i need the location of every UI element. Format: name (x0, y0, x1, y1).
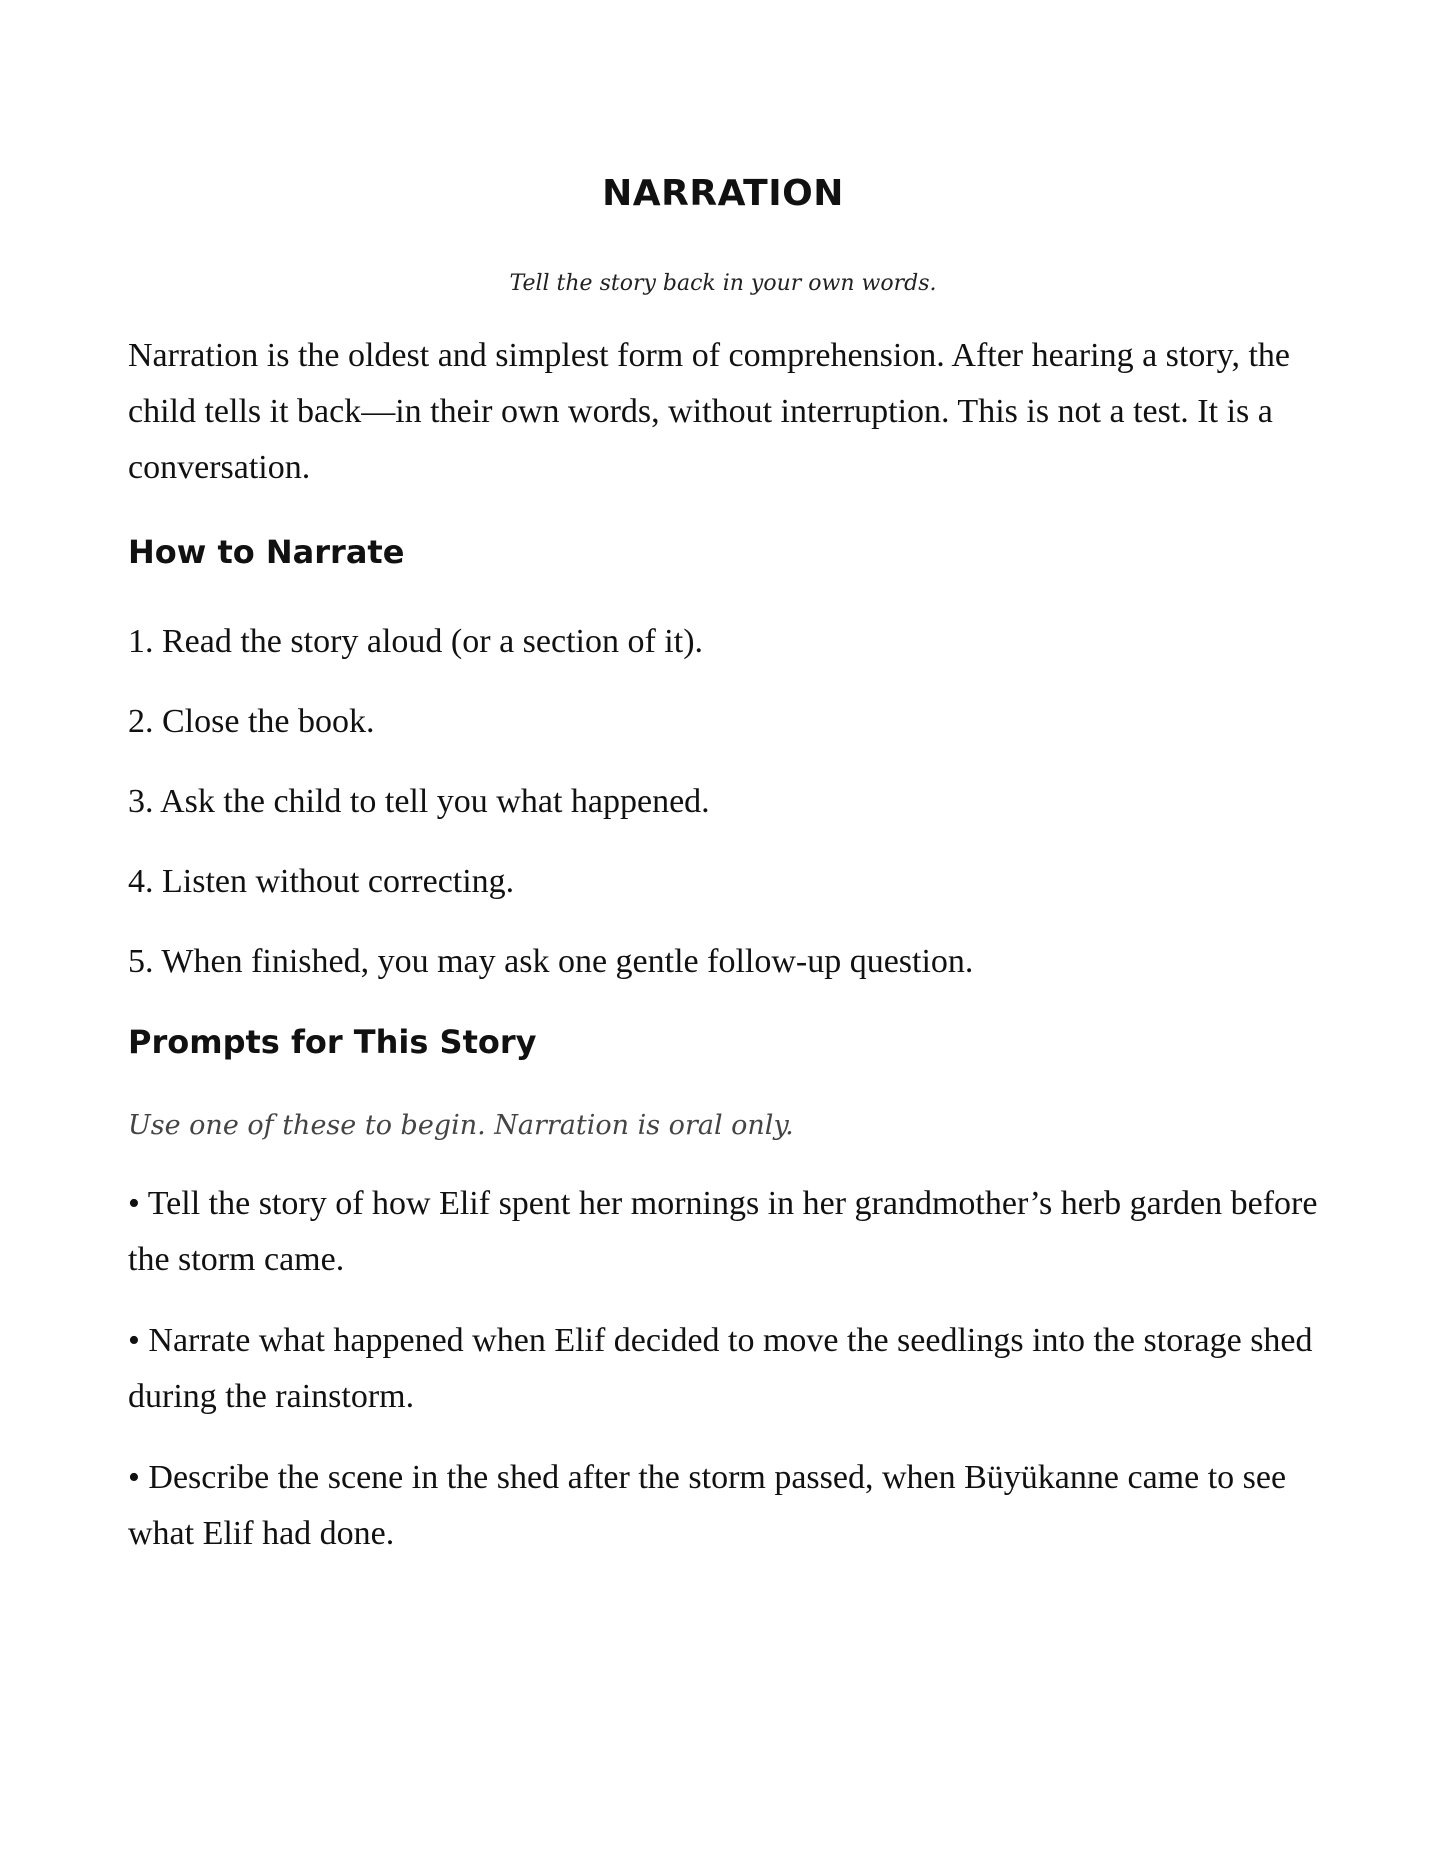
prompt-item: • Describe the scene in the shed after the storm passed, when Büyükanne came to see what Elif had done. (128, 1459, 1287, 1552)
step-item: 1. Read the story aloud (or a section of it). (128, 623, 704, 660)
prompt-item: • Tell the story of how Elif spent her mornings in her grandmother’s herb garden before the storm came. (128, 1185, 1318, 1278)
page-subtitle: Tell the story back in your own words. (509, 271, 937, 296)
how-to-heading: How to Narrate (128, 533, 405, 571)
document-page (128, 0, 1318, 1870)
intro-paragraph: Narration is the oldest and simplest form of comprehension. After hearing a story, the child tells it back—in their own words, without interruption. This is not a test. It is a conversation. (128, 337, 1290, 486)
step-item: 2. Close the book. (128, 703, 375, 740)
step-item: 4. Listen without correcting. (128, 863, 515, 900)
prompt-item: • Narrate what happened when Elif decided to move the seedlings into the storage shed during the rainstorm. (128, 1322, 1313, 1415)
step-item: 5. When finished, you may ask one gentle follow-up question. (128, 943, 974, 980)
page-title: NARRATION (602, 173, 844, 214)
prompts-note: Use one of these to begin. Narration is oral only. (128, 1110, 794, 1141)
prompts-heading: Prompts for This Story (128, 1023, 537, 1061)
step-item: 3. Ask the child to tell you what happened. (128, 783, 710, 820)
